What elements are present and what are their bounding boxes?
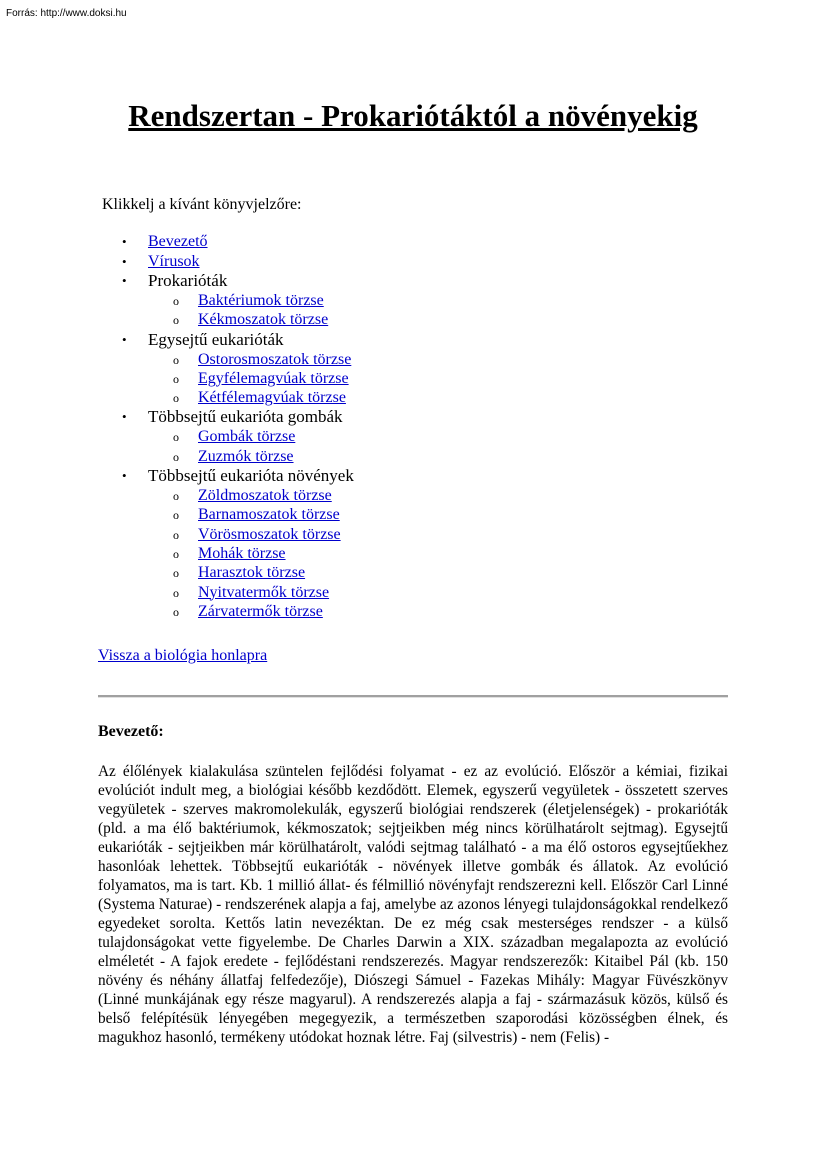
- toc-item: [98, 466, 354, 621]
- toc-subitem[interactable]: [148, 369, 354, 388]
- toc-sublink[interactable]: Egyfélemagvúak törzse: [198, 369, 349, 387]
- source-line: Forrás: http://www.doksi.hu: [6, 8, 127, 19]
- toc-sublist: [148, 291, 354, 330]
- toc-item: [98, 271, 354, 330]
- toc-subitem[interactable]: [148, 583, 354, 602]
- toc-sublink[interactable]: Zöldmoszatok törzse: [198, 487, 332, 505]
- toc-category-label: Egysejtű eukarióták: [148, 329, 284, 349]
- toc-category-label: Többsejtű eukarióta gombák: [148, 407, 343, 427]
- toc-subitem[interactable]: [148, 602, 354, 621]
- toc-subitem[interactable]: [148, 525, 354, 544]
- toc-sublink[interactable]: Harasztok törzse: [198, 564, 306, 582]
- toc-sublink[interactable]: Zuzmók törzse: [198, 447, 294, 465]
- toc-intro: Klikkelj a kívánt könyvjelzőre:: [102, 196, 302, 213]
- toc-item: [98, 330, 354, 408]
- toc-subitem[interactable]: [148, 563, 354, 582]
- toc-subitem[interactable]: [148, 350, 354, 369]
- toc-sublist: [148, 486, 354, 621]
- toc-sublink[interactable]: Ostorosmoszatok törzse: [198, 350, 352, 368]
- toc-link[interactable]: Bevezető: [148, 233, 208, 250]
- toc-sublist: [148, 427, 354, 466]
- toc-subitem[interactable]: [148, 388, 354, 407]
- toc-sublink[interactable]: Barnamoszatok törzse: [198, 506, 340, 524]
- toc-subitem[interactable]: [148, 544, 354, 563]
- toc-sublink[interactable]: Mohák törzse: [198, 544, 286, 562]
- toc-link[interactable]: Vírusok: [148, 252, 200, 270]
- toc-sublink[interactable]: Baktériumok törzse: [198, 292, 324, 309]
- page-title: Rendszertan - Prokariótáktól a növényekig: [128, 98, 698, 133]
- toc-sublink[interactable]: Nyitvatermők törzse: [198, 583, 330, 601]
- back-to-biology-link[interactable]: Vissza a biológia honlapra: [98, 647, 268, 664]
- toc-subitem[interactable]: [148, 486, 354, 505]
- toc-subitem[interactable]: [148, 310, 354, 329]
- toc-item[interactable]: [98, 232, 354, 252]
- toc-sublink[interactable]: Gombák törzse: [198, 428, 296, 446]
- toc-item[interactable]: [98, 252, 354, 272]
- section-title: Bevezető:: [98, 723, 164, 740]
- section-body: Az élőlények kialakulása szüntelen fejlődési folyamat - ez az evolúció. Először a kémiai, fizikai evolúciót indult meg, a biológiai később kezdődött. Elemek, egyszerű vegyületek - összetett szerves vegyületek - szerves makromolekulák, egyszerű biológiai rendszerek (életjelenségek) - prokarióták (pld. a ma élő baktériumok, kékmoszatok; sejtjeikben még nincs körülhatárolt sejtmag). Egysejtű eukarióták - sejtjeikben már körülhatárolt, valódi sejtmag található - a ma élő ostoros egysejtűekhez hasonlóak lehettek. Többsejtű eukarióták - növények illetve gombák és állatok. Az evolúció folyamatos, ma is tart. Kb. 1 millió állat- és félmillió növényfajt rendszerezni kell. Először Carl Linné (Systema Naturae) - rendszerének alapja a faj, amelybe az azonos lényegi tulajdonságokkal rendelkező egyedeket sorolta. Kettős latin nevezéktan. De ez még csak mesterséges rendszer - a külső tulajdonságokat vette figyelembe. De Charles Darwin a XIX. században megalapozta az evolúció elméletét - A fajok eredete - fejlődéstani rendszerezés. Magyar rendszerezők: Kitaibel Pál (kb. 150 növény és néhány állatfaj felfedezője), Diószegi Sámuel - Fazekas Mihály: Magyar Füvészkönyv (Linné munkájának egy része magyarul). A rendszerezés alapja a faj - származásuk közös, külső és belső felépítésük lényegében megegyezik, a természetben szaporodási közösségben élnek, és magukhoz hasonló, termékeny utódokat hoznak létre. Faj (silvestris) - nem (Felis) -: [98, 763, 728, 1046]
- toc-subitem[interactable]: [148, 427, 354, 446]
- toc-subitem[interactable]: [148, 291, 354, 310]
- toc-sublink[interactable]: Kékmoszatok törzse: [198, 311, 329, 329]
- toc-item: [98, 407, 354, 466]
- section-divider: [98, 695, 728, 698]
- toc-category-label: Többsejtű eukarióta növények: [148, 466, 354, 486]
- toc-subitem[interactable]: [148, 505, 354, 524]
- toc-category-label: Prokarióták: [148, 271, 228, 290]
- toc-sublink[interactable]: Zárvatermők törzse: [198, 602, 323, 620]
- toc-sublink[interactable]: Vörösmoszatok törzse: [198, 525, 341, 543]
- toc-subitem[interactable]: [148, 447, 354, 466]
- toc-sublist: [148, 350, 354, 408]
- table-of-contents: [98, 232, 354, 621]
- toc-sublink[interactable]: Kétfélemagvúak törzse: [198, 389, 346, 407]
